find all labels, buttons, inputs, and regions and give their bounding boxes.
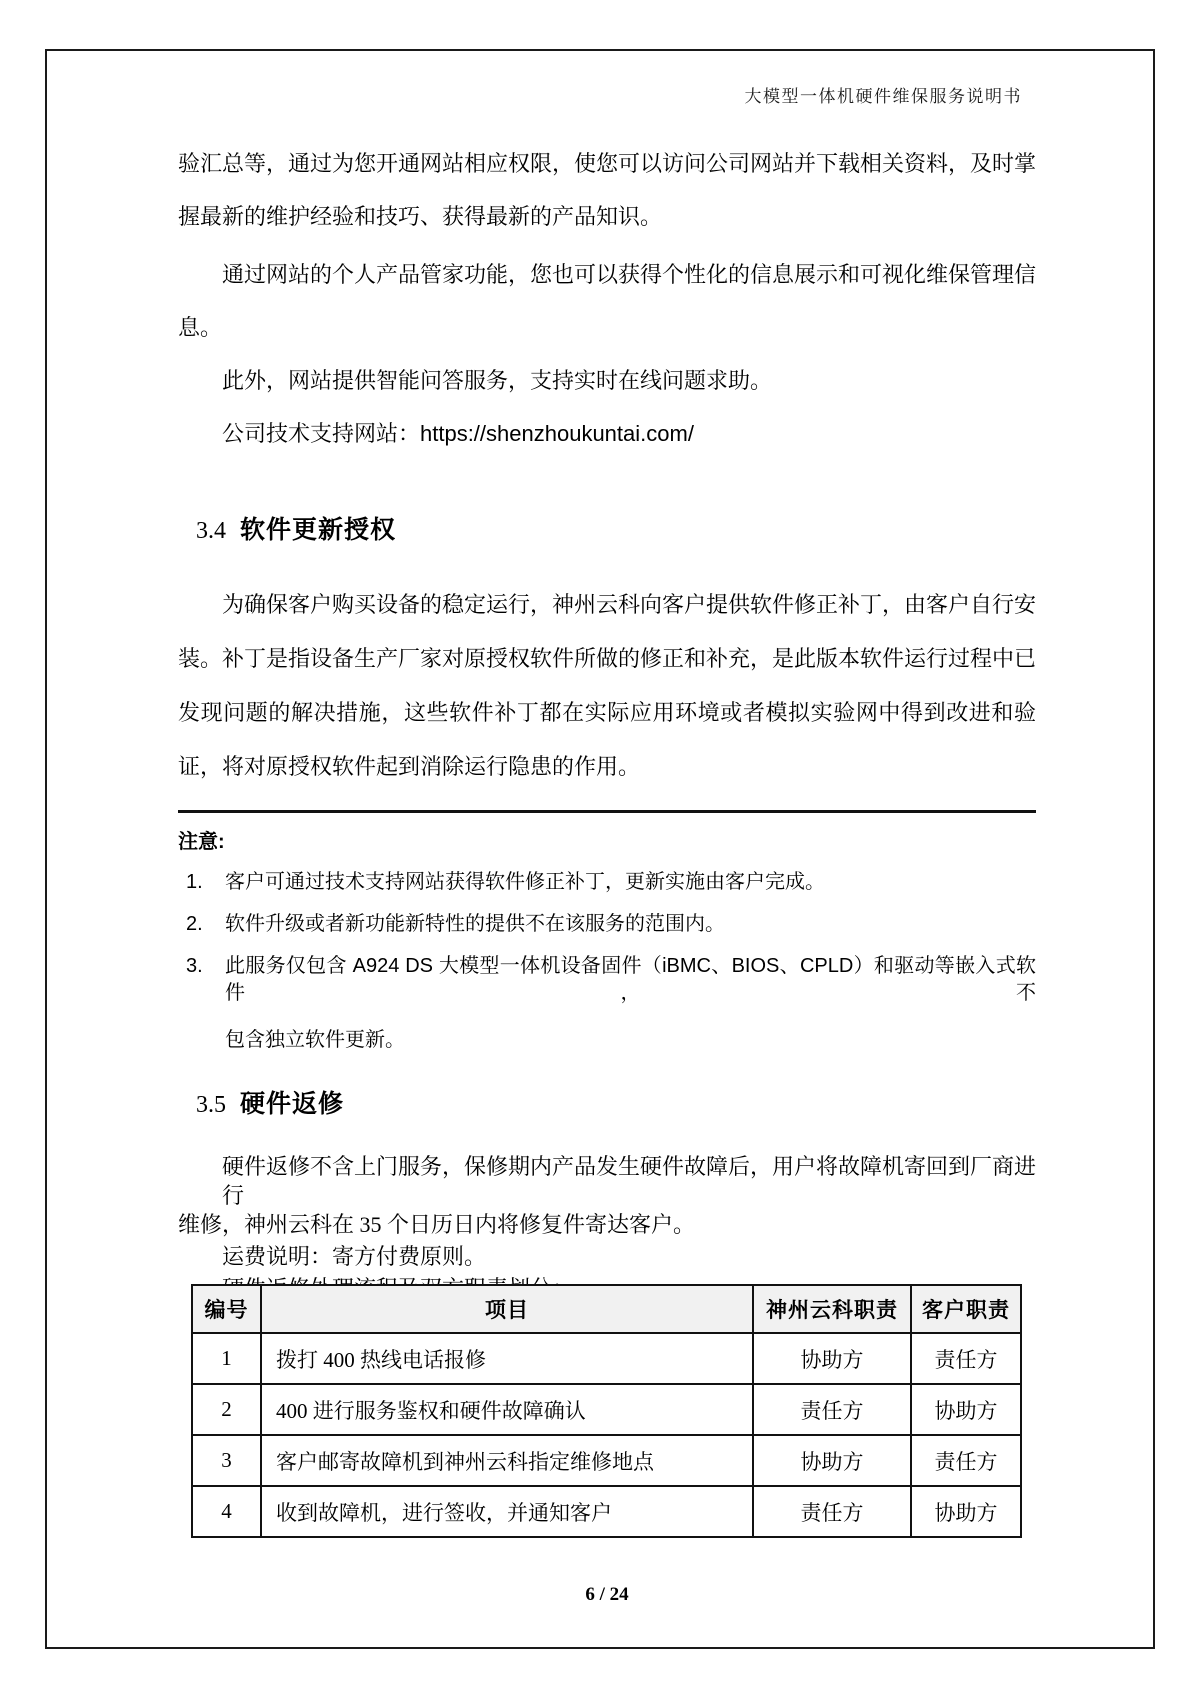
section-number: 3.4 <box>196 518 226 544</box>
note-number: 2. <box>186 913 203 935</box>
paragraph-line: 息。 <box>178 315 223 340</box>
table-cell: 收到故障机，进行签收，并通知客户 <box>261 1486 753 1537</box>
note-line: 此服务仅包含 A924 DS 大模型一体机设备固件（iBMC、BIOS、CPLD）和驱动等嵌入式软件，不 <box>225 955 1036 1004</box>
table-cell: 协助方 <box>753 1333 911 1384</box>
table-cell: 400 进行服务鉴权和硬件故障确认 <box>261 1384 753 1435</box>
notes-list <box>178 869 1036 1054</box>
table-row <box>192 1486 1021 1537</box>
note-text <box>225 953 1036 1054</box>
table-header-row <box>192 1285 1021 1333</box>
table-cell: 责任方 <box>753 1486 911 1537</box>
note-text <box>225 911 1036 938</box>
table-cell: 2 <box>192 1384 261 1435</box>
paragraph-line: 硬件返修不含上门服务，保修期内产品发生硬件故障后，用户将故障机寄回到厂商进行 <box>222 1154 1037 1208</box>
paragraph-line: 公司技术支持网站：https://shenzhoukuntai.com/ <box>222 421 694 446</box>
responsibility-table <box>191 1284 1022 1538</box>
notes-label: 注意: <box>178 831 225 853</box>
paragraph-line: 维修，神州云科在 35 个日历日内将修复件寄达客户。 <box>178 1212 696 1237</box>
paragraph <box>178 354 1036 407</box>
table-cell: 客户邮寄故障机到神州云科指定维修地点 <box>261 1435 753 1486</box>
paragraph <box>178 1242 1036 1271</box>
table-cell: 协助方 <box>753 1435 911 1486</box>
section-3-5-heading <box>196 1082 344 1130</box>
paragraph-line: 发现问题的解决措施，这些软件补丁都在实际应用环境或者模拟实验网中得到改进和验 <box>178 700 1036 725</box>
paragraph <box>178 578 1036 794</box>
paragraph-line: 此外，网站提供智能问答服务，支持实时在线问题求助。 <box>222 368 773 393</box>
table-cell: 4 <box>192 1486 261 1537</box>
paragraph-line: 验汇总等，通过为您开通网站相应权限，使您可以访问公司网站并下载相关资料，及时掌 <box>178 151 1037 176</box>
paragraph-line: 为确保客户购买设备的稳定运行，神州云科向客户提供软件修正补丁，由客户自行安 <box>222 592 1037 617</box>
paragraph-line: 证，将对原授权软件起到消除运行隐患的作用。 <box>178 754 641 779</box>
table-header-cell: 编号 <box>192 1285 261 1333</box>
paragraph-line: 运费说明：寄方付费原则。 <box>222 1244 487 1269</box>
section-3-4-body <box>178 578 1036 794</box>
table-cell: 拨打 400 热线电话报修 <box>261 1333 753 1384</box>
note-item <box>178 869 1036 896</box>
paragraph <box>178 248 1036 354</box>
table-cell: 协助方 <box>911 1384 1021 1435</box>
note-line: 软件升级或者新功能新特性的提供不在该服务的范围内。 <box>225 913 725 935</box>
note-item <box>178 911 1036 938</box>
note-line: 包含独立软件更新。 <box>225 1029 405 1051</box>
paragraph-line: 装。补丁是指设备生产厂家对原授权软件所做的修正和补充，是此版本软件运行过程中已 <box>178 646 1037 671</box>
paragraph <box>178 407 1036 460</box>
note-number: 1. <box>186 871 203 893</box>
page-footer: 6 / 24 <box>585 1584 629 1605</box>
table-row <box>192 1384 1021 1435</box>
table-cell: 责任方 <box>911 1435 1021 1486</box>
table-cell: 责任方 <box>911 1333 1021 1384</box>
table-header-cell: 神州云科职责 <box>753 1285 911 1333</box>
note-item <box>178 953 1036 1054</box>
paragraph <box>178 1152 1036 1239</box>
section-number: 3.5 <box>196 1092 226 1118</box>
note-text <box>225 869 1036 896</box>
section-title: 硬件返修 <box>240 1090 345 1118</box>
paragraph-line: 握最新的维护经验和技巧、获得最新的产品知识。 <box>178 204 663 229</box>
section-3-4-heading <box>196 508 396 556</box>
table-row <box>192 1333 1021 1384</box>
note-line: 客户可通过技术支持网站获得软件修正补丁，更新实施由客户完成。 <box>225 871 825 893</box>
paragraph <box>178 137 1036 243</box>
notes-block <box>178 828 1036 1069</box>
paragraph-line: 通过网站的个人产品管家功能，您也可以获得个性化的信息展示和可视化维保管理信 <box>222 262 1037 287</box>
notes-divider-rule <box>178 810 1036 813</box>
table-header-cell: 项目 <box>261 1285 753 1333</box>
section-3-5-body <box>178 1152 1036 1306</box>
table-cell: 1 <box>192 1333 261 1384</box>
table-cell: 3 <box>192 1435 261 1486</box>
table-cell: 责任方 <box>753 1384 911 1435</box>
running-header-title: 大模型一体机硬件维保服务说明书 <box>744 87 1022 106</box>
table-row <box>192 1435 1021 1486</box>
note-number: 3. <box>186 955 203 977</box>
table-header-cell: 客户职责 <box>911 1285 1021 1333</box>
intro-paragraphs <box>178 137 1036 460</box>
section-title: 软件更新授权 <box>240 516 397 544</box>
table-cell: 协助方 <box>911 1486 1021 1537</box>
